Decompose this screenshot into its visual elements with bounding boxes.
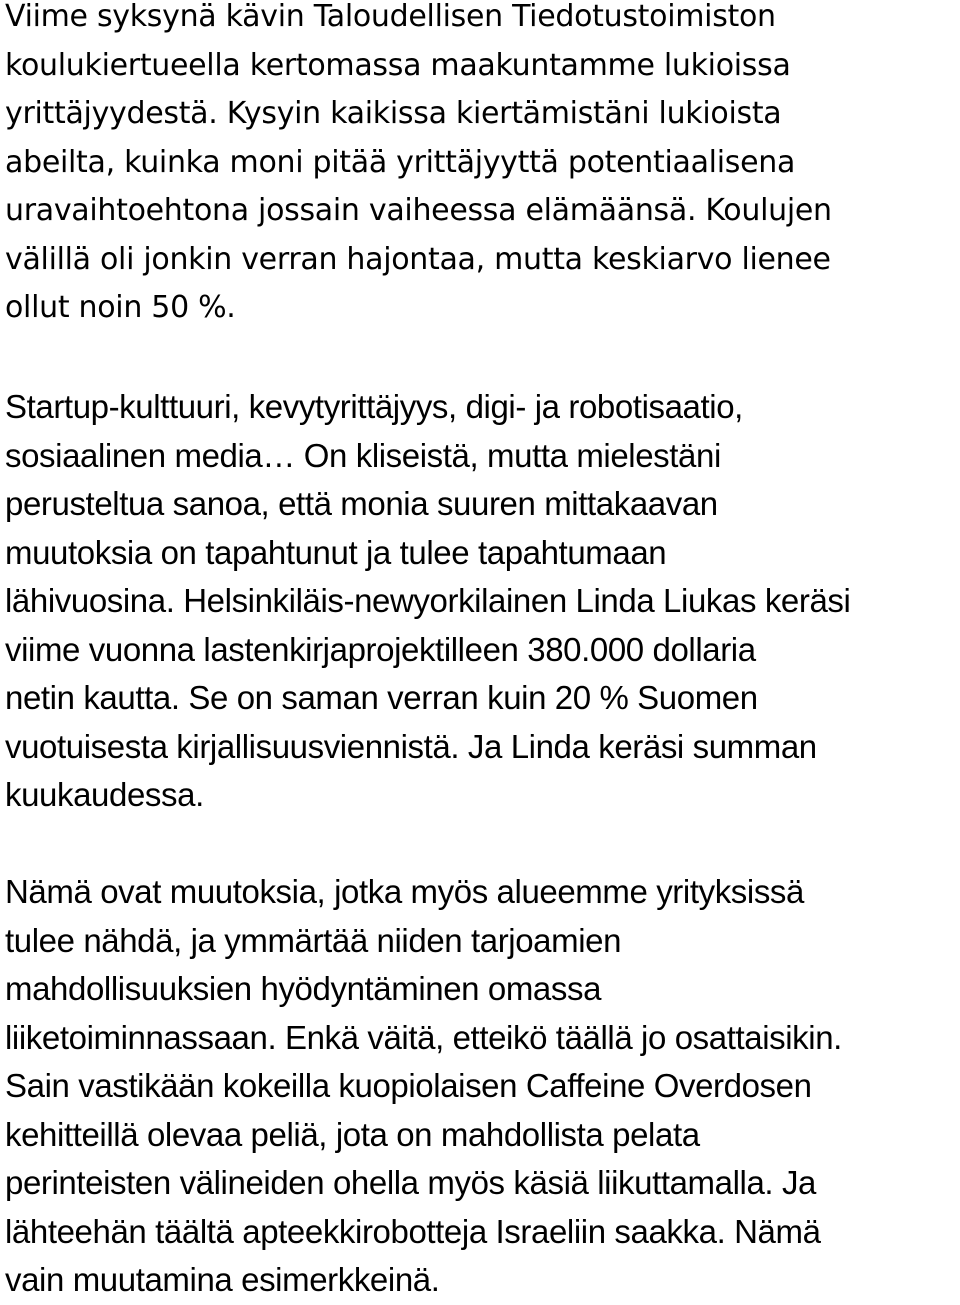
text-line: ollut noin 50 %.	[5, 290, 236, 325]
text-line: liiketoiminnassaan. Enkä väitä, etteikö täällä jo osattaisikin.	[5, 1018, 842, 1056]
text-line: koulukiertueella kertomassa maakuntamme lukioissa	[5, 47, 791, 83]
text-line: abeilta, kuinka moni pitää yrittäjyyttä potentiaalisena	[5, 144, 796, 180]
text-line: tulee nähdä, ja ymmärtää niiden tarjoamien	[5, 921, 622, 959]
paragraph-3	[5, 868, 842, 1305]
text-line: Viime syksynä kävin Taloudellisen Tiedotustoimiston	[5, 0, 776, 34]
text-line: Startup-kulttuuri, kevytyrittäjyys, digi- ja robotisaatio,	[5, 388, 743, 425]
text-line: sosiaalinen media… On kliseistä, mutta mielestäni	[5, 436, 721, 474]
text-line: muutoksia on tapahtunut ja tulee tapahtumaan	[5, 533, 667, 571]
text-line: yrittäjyydestä. Kysyin kaikissa kiertämistäni lukioista	[5, 96, 782, 131]
text-line: lähteehän täältä apteekkirobotteja Israeliin saakka. Nämä	[5, 1212, 821, 1250]
text-line: viime vuonna lastenkirjaprojektilleen 380.000 dollaria	[5, 630, 756, 668]
text-line: perinteisten välineiden ohella myös käsiä liikuttamalla. Ja	[5, 1164, 817, 1201]
text-line: lähivuosina. Helsinkiläis-newyorkilainen Linda Liukas keräsi	[5, 582, 851, 619]
text-line: vain muutamina esimerkkeinä.	[5, 1261, 440, 1298]
paragraph-1	[5, 0, 832, 333]
text-line: kuukaudessa.	[5, 776, 204, 813]
text-line: Sain vastikään kokeilla kuopiolaisen Caffeine Overdosen	[5, 1067, 812, 1104]
text-line: netin kautta. Se on saman verran kuin 20 % Suomen	[5, 679, 758, 716]
text-line: mahdollisuuksien hyödyntäminen omassa	[5, 970, 602, 1007]
text-line: vuotuisesta kirjallisuusviennistä. Ja Linda keräsi summan	[5, 727, 817, 765]
text-line: Nämä ovat muutoksia, jotka myös alueemme yrityksissä	[5, 873, 804, 910]
text-line: välillä oli jonkin verran hajontaa, mutta keskiarvo lienee	[5, 241, 831, 277]
text-line: perusteltua sanoa, että monia suuren mittakaavan	[5, 485, 718, 522]
text-line: kehitteillä olevaa peliä, jota on mahdollista pelata	[5, 1115, 700, 1153]
paragraph-2	[5, 383, 850, 820]
text-line: uravaihtoehtona jossain vaiheessa elämäänsä. Koulujen	[5, 193, 832, 228]
